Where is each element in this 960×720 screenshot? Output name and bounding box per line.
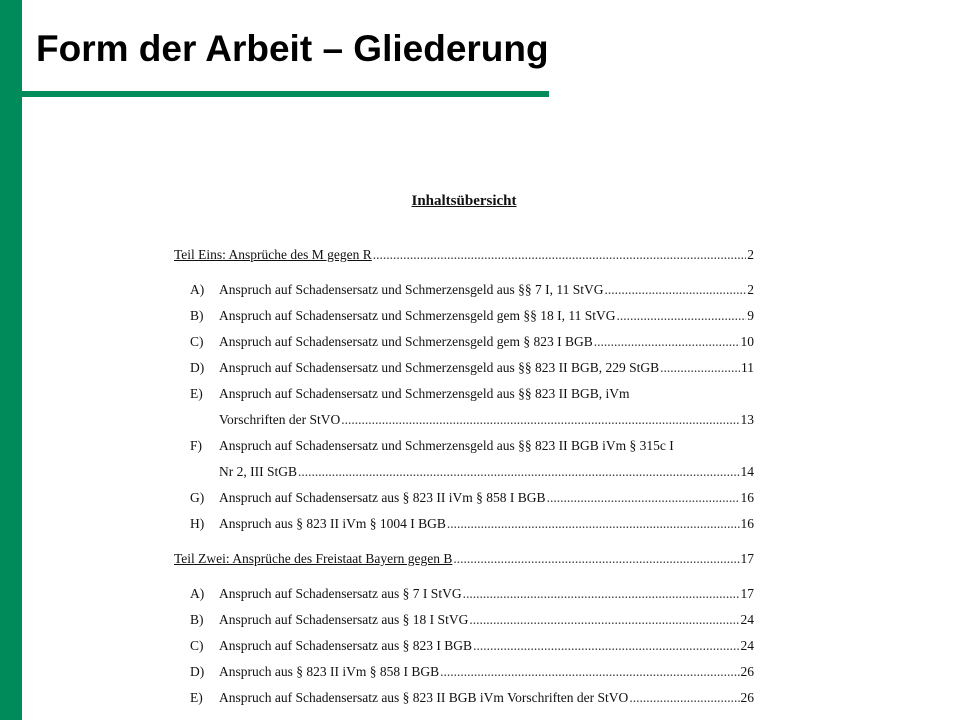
toc-item-continuation bbox=[219, 412, 754, 432]
toc-item bbox=[190, 638, 754, 658]
toc-page-number: 10 bbox=[740, 334, 754, 349]
toc-page-number: 14 bbox=[740, 464, 754, 479]
toc-item bbox=[190, 612, 754, 632]
toc-page-number: 2 bbox=[747, 282, 754, 297]
toc-leader-dots bbox=[660, 360, 740, 376]
toc-page-number: 26 bbox=[740, 664, 754, 679]
toc-item bbox=[190, 334, 754, 354]
toc-entry-text: Teil Eins: Ansprüche des M gegen R bbox=[174, 247, 372, 262]
toc-entry-text: Anspruch auf Schadensersatz aus § 823 II BGB iVm Vorschriften der StVO bbox=[219, 690, 629, 705]
toc-leader-dots bbox=[341, 412, 739, 428]
toc-leader-dots bbox=[373, 247, 746, 263]
toc-heading: Inhaltsübersicht bbox=[411, 193, 517, 209]
toc-item-letter: A) bbox=[190, 282, 205, 297]
toc-entry-text: Anspruch auf Schadensersatz und Schmerzensgeld gem §§ 18 I, 11 StVG bbox=[219, 308, 616, 323]
toc-entry-text: Anspruch auf Schadensersatz aus § 823 I BGB bbox=[219, 638, 473, 653]
toc-page-number: 24 bbox=[740, 638, 754, 653]
toc-leader-dots bbox=[469, 612, 739, 628]
toc-entry-text: Anspruch auf Schadensersatz aus § 7 I StVG bbox=[219, 586, 462, 601]
toc-leader-dots bbox=[547, 490, 740, 506]
toc-item bbox=[190, 438, 754, 458]
toc-item-letter: B) bbox=[190, 308, 204, 323]
toc-page-number: 17 bbox=[740, 551, 754, 566]
toc-item-letter: H) bbox=[190, 516, 205, 531]
toc-leader-dots bbox=[440, 664, 739, 680]
toc-item bbox=[190, 586, 754, 606]
toc-item-continuation bbox=[219, 464, 754, 484]
toc-page-number: 13 bbox=[740, 412, 754, 427]
toc-page-number: 16 bbox=[740, 516, 754, 531]
toc-entry-text: Anspruch auf Schadensersatz und Schmerzensgeld gem § 823 I BGB bbox=[219, 334, 593, 349]
toc-item-letter: E) bbox=[190, 386, 203, 401]
toc-page-number: 11 bbox=[741, 360, 754, 375]
toc-item bbox=[190, 386, 754, 406]
toc-leader-dots bbox=[447, 516, 740, 532]
toc-entry-text: Anspruch aus § 823 II iVm § 858 I BGB bbox=[219, 664, 440, 679]
toc-entry-text: Nr 2, III StGB bbox=[219, 464, 297, 479]
toc-page-number: 24 bbox=[740, 612, 754, 627]
toc-item-letter: B) bbox=[190, 612, 204, 627]
toc-entry-text: Anspruch auf Schadensersatz und Schmerzensgeld aus §§ 823 II BGB, 229 StGB bbox=[219, 360, 660, 375]
toc-page-number: 16 bbox=[740, 490, 754, 505]
toc-entry-text: Anspruch auf Schadensersatz aus § 823 II iVm § 858 I BGB bbox=[219, 490, 546, 505]
toc-entry-text: Vorschriften der StVO bbox=[219, 412, 341, 427]
toc-entry-text: Anspruch auf Schadensersatz aus § 18 I StVG bbox=[219, 612, 469, 627]
toc-item bbox=[190, 690, 754, 710]
toc-entry-text: Anspruch auf Schadensersatz und Schmerzensgeld aus §§ 7 I, 11 StVG bbox=[219, 282, 604, 297]
toc-item-letter: F) bbox=[190, 438, 203, 453]
toc-part-two bbox=[174, 551, 754, 571]
toc-entry-text: Anspruch auf Schadensersatz und Schmerzensgeld aus §§ 823 II BGB iVm § 315c I bbox=[219, 438, 674, 453]
toc-leader-dots bbox=[594, 334, 740, 350]
toc-leader-dots bbox=[463, 586, 740, 602]
toc-entry-text: Anspruch aus § 823 II iVm § 1004 I BGB bbox=[219, 516, 446, 531]
toc-leader-dots bbox=[298, 464, 740, 480]
toc-item-letter: C) bbox=[190, 334, 204, 349]
toc-leader-dots bbox=[605, 282, 747, 298]
toc-item bbox=[190, 308, 754, 328]
toc-item-letter: G) bbox=[190, 490, 205, 505]
toc-entry-text: Teil Zwei: Ansprüche des Freistaat Bayern gegen B bbox=[174, 551, 453, 566]
toc-entry-text: Anspruch auf Schadensersatz und Schmerzensgeld aus §§ 823 II BGB, iVm bbox=[219, 386, 630, 401]
toc-leader-dots bbox=[473, 638, 739, 654]
toc-page-number: 26 bbox=[740, 690, 754, 705]
toc-item bbox=[190, 360, 754, 380]
toc-page-number: 17 bbox=[740, 586, 754, 601]
toc-item-letter: C) bbox=[190, 638, 204, 653]
toc-page-number: 9 bbox=[747, 308, 754, 323]
toc-item-letter: D) bbox=[190, 664, 205, 679]
toc-leader-dots bbox=[629, 690, 739, 706]
toc-item-letter: A) bbox=[190, 586, 205, 601]
toc-item bbox=[190, 516, 754, 536]
toc-item-letter: E) bbox=[190, 690, 203, 705]
toc-leader-dots bbox=[617, 308, 747, 324]
slide-title: Form der Arbeit – Gliederung bbox=[36, 28, 549, 69]
toc-item bbox=[190, 490, 754, 510]
toc-page-number: 2 bbox=[747, 247, 754, 262]
toc-item-letter: D) bbox=[190, 360, 205, 375]
toc-part-one bbox=[174, 247, 754, 267]
toc-item bbox=[190, 282, 754, 302]
toc-leader-dots bbox=[453, 551, 739, 567]
toc-item bbox=[190, 664, 754, 684]
